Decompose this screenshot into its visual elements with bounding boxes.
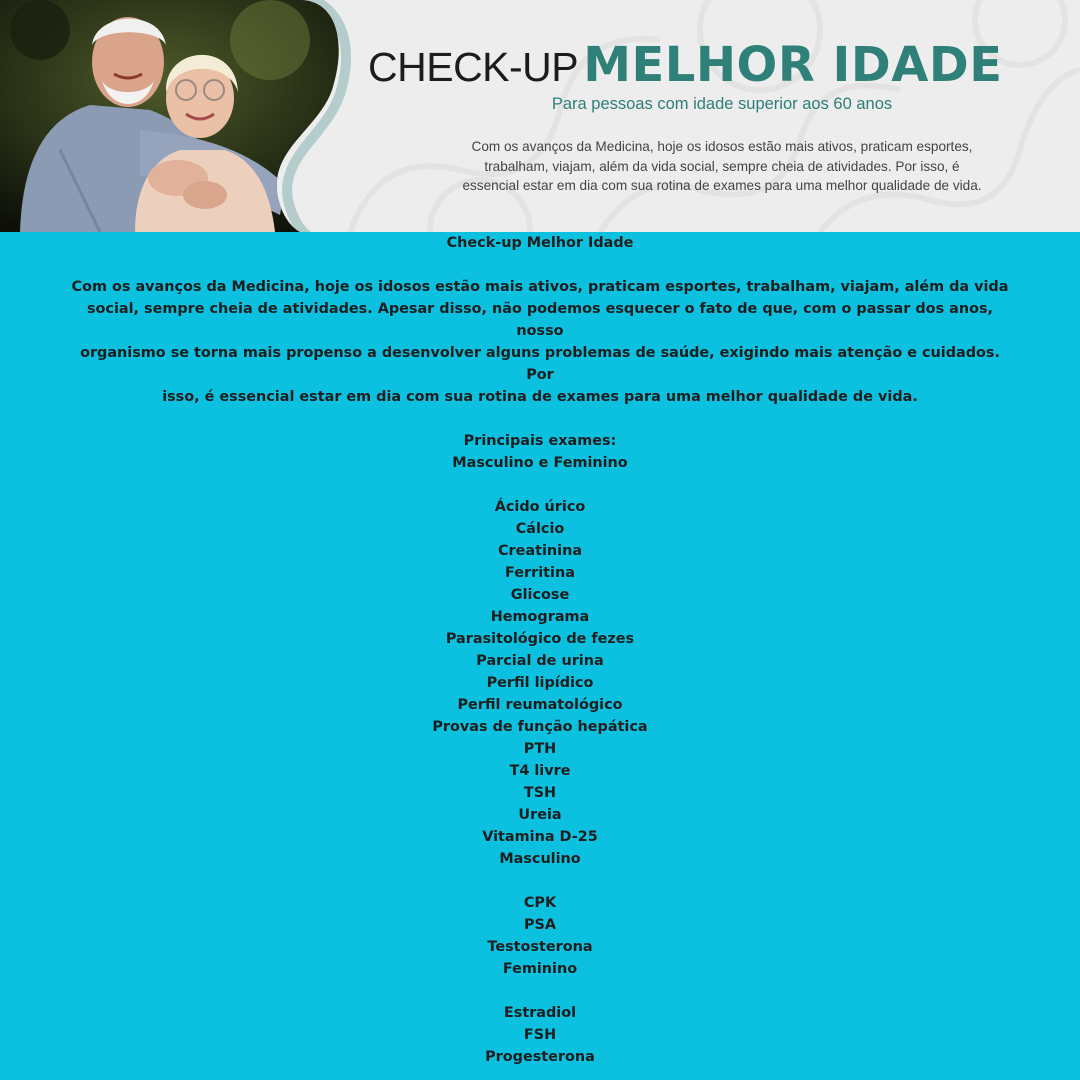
- paragraph-line: isso, é essencial estar em dia com sua rotina de exames para uma melhor qualidade de vida.: [162, 389, 918, 405]
- exam-item: Glicose: [510, 587, 570, 603]
- exam-item: Progesterona: [485, 1049, 595, 1065]
- exam-item: Creatinina: [497, 543, 583, 559]
- exam-item: T4 livre: [509, 763, 571, 779]
- exam-item: Cálcio: [515, 521, 565, 537]
- exam-item: Ferritina: [505, 565, 575, 581]
- exam-item: FSH: [523, 1027, 557, 1043]
- banner-intro-line: trabalham, viajam, além da vida social, sempre cheia de atividades. Por isso, é: [484, 158, 960, 174]
- paragraph-line: social, sempre cheia de atividades. Apesar disso, não podemos esquecer o fato de que, com o passar dos anos, nosso: [86, 301, 994, 339]
- content-paragraph: [70, 276, 1010, 408]
- both-sexes-heading: Masculino e Feminino: [452, 455, 628, 471]
- exam-item: Parasitológico de fezes: [445, 631, 635, 647]
- paragraph-line: Com os avanços da Medicina, hoje os idosos estão mais ativos, praticam esportes, trabalham, viajam, além da vida: [71, 279, 1009, 295]
- exam-item: PSA: [523, 917, 557, 933]
- exam-item: Vitamina D-25: [482, 829, 598, 845]
- content-section: [0, 232, 1080, 1068]
- banner-title-light: CHECK-UP: [368, 44, 579, 90]
- female-exams-list: [0, 1002, 1080, 1068]
- banner-intro-line: essencial estar em dia com sua rotina de exames para uma melhor qualidade de vida.: [462, 178, 982, 193]
- senior-couple-photo: [0, 0, 360, 232]
- male-heading: Masculino: [499, 851, 581, 867]
- both-exams-list: [0, 496, 1080, 870]
- exam-item: Perfil lipídico: [486, 675, 594, 691]
- exam-item: Testosterona: [487, 939, 593, 955]
- header-banner: [0, 0, 1080, 232]
- exam-item: Parcial de urina: [476, 653, 604, 669]
- exam-item: CPK: [523, 895, 557, 911]
- banner-subtitle: Para pessoas com idade superior aos 60 anos: [551, 95, 893, 113]
- exam-item: Provas de função hepática: [432, 719, 648, 735]
- exam-item: Hemograma: [490, 609, 590, 625]
- exams-heading-block: [0, 430, 1080, 474]
- banner-title-bold: MELHOR IDADE: [583, 37, 1003, 93]
- exams-heading: Principais exames:: [463, 433, 617, 449]
- banner-intro: [372, 137, 1072, 196]
- paragraph-line: organismo se torna mais propenso a desenvolver alguns problemas de saúde, exigindo mais atenção e cuidados. Por: [80, 345, 1000, 383]
- exam-item: Ácido úrico: [494, 499, 586, 515]
- exam-item: TSH: [523, 785, 557, 801]
- banner-intro-line: Com os avanços da Medicina, hoje os idosos estão mais ativos, praticam esportes,: [471, 139, 973, 154]
- male-exams-list: [0, 892, 1080, 980]
- exam-item: Perfil reumatológico: [457, 697, 623, 713]
- exam-item: PTH: [523, 741, 557, 757]
- exam-item: Estradiol: [503, 1005, 577, 1021]
- exam-item: Ureia: [518, 807, 562, 823]
- content-title: Check-up Melhor Idade: [446, 235, 634, 251]
- female-heading: Feminino: [502, 961, 578, 977]
